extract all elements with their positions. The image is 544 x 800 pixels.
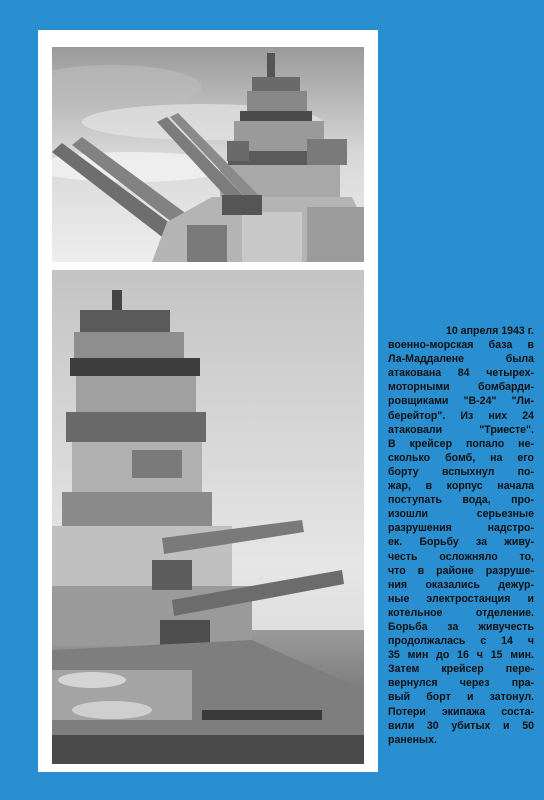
battleship-turret-image — [52, 47, 364, 262]
photo-frame — [38, 30, 378, 772]
caption-line: вили 30 убитых и 50 — [388, 719, 534, 732]
caption-line: военно-морская база в — [388, 339, 534, 352]
caption-line: ровщиками "B-24" "Ли- — [388, 395, 534, 408]
battleship-superstructure-image — [52, 270, 364, 764]
caption-line: вый борт и затонул. — [388, 691, 534, 704]
caption-line: Затем крейсер пере- — [388, 663, 534, 676]
caption-line: изошли серьезные — [388, 508, 534, 521]
caption-line: вернулся через пра- — [388, 677, 534, 690]
caption-line: атаковали "Триесте". — [388, 423, 534, 436]
caption-line: ек. Борьбу за живу- — [388, 536, 534, 549]
caption-line: Борьба за живучесть — [388, 620, 534, 633]
caption-line: моторными бомбарди- — [388, 381, 534, 394]
photo-bottom — [52, 270, 364, 764]
caption-line: жар, в корпус начала — [388, 480, 534, 493]
caption-line: разрушения надстро- — [388, 522, 534, 535]
caption-line: поступать вода, про- — [388, 494, 534, 507]
caption-line: борту вспыхнул по- — [388, 465, 534, 478]
caption-line: 10 апреля 1943 г. — [445, 325, 534, 337]
caption-line: Потери экипажа соста- — [388, 705, 534, 718]
caption-line: ния оказались дежур- — [388, 578, 534, 591]
photo-top — [52, 47, 364, 262]
caption-line: ные электростанция и — [388, 592, 534, 605]
caption-line: раненых. — [388, 733, 437, 746]
caption-line: сколько бомб, на его — [388, 451, 534, 464]
caption-line: В крейсер попало не- — [388, 437, 534, 450]
caption-line: 35 мин до 16 ч 15 мин. — [388, 649, 534, 662]
caption-line: честь осложняло то, — [388, 550, 534, 563]
caption-line: продолжалась с 14 ч — [388, 635, 534, 648]
caption-text — [388, 324, 534, 747]
caption-line: берейтор". Из них 24 — [388, 409, 534, 422]
caption-line: котельное отделение. — [388, 606, 534, 619]
caption-line: Ла-Маддалене была — [388, 353, 534, 366]
caption-line: атакована 84 четырех- — [388, 367, 534, 380]
caption-line: что в районе разруше- — [388, 564, 534, 577]
